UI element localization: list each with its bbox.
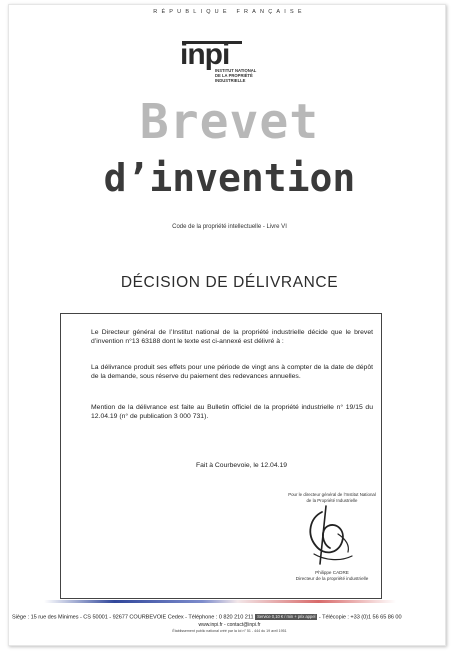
footer-address-right: - Télécopie : +33 (0)1 56 65 86 00 — [317, 614, 402, 621]
footer-website: www.inpi.fr - contact@inpi.fr — [198, 622, 261, 628]
decision-paragraph-3: Mention de la délivrance est faite au Bulletin officiel de la propriété industrielle n° 19/15 du 12.04.19 (n° de publication 3 000 731). — [91, 404, 373, 420]
logo-line-3: INDUSTRIELLE — [215, 78, 246, 83]
footer-address — [12, 614, 440, 620]
title-brevet: Brevet — [139, 94, 320, 150]
place-date: Fait à Courbevoie, le 12.04.19 — [196, 462, 288, 469]
decision-paragraph-1: Le Directeur général de l’Institut national de la propriété industrielle décide que le brevet d’invention n°13 63188 dont le texte est ci-annexé est délivré à : — [91, 329, 373, 345]
signatory-role-line-1: Pour le directeur général de l’Institut National — [288, 492, 376, 497]
handwritten-signature — [300, 504, 360, 570]
tricolor-divider — [44, 600, 396, 603]
logo-subtitle — [215, 68, 295, 83]
footer-address-left: Siège : 15 rue des Minimes - CS 50001 - 92677 COURBEVOIE Cedex - Téléphone : 0 820 210 211 — [12, 614, 254, 621]
signatory-role-line-2: de la Propriété Industrielle — [306, 498, 358, 503]
signatory-name: Philippe CADRE — [315, 570, 349, 575]
decision-heading: DÉCISION DE DÉLIVRANCE — [120, 274, 339, 291]
logo-mark: inpi — [180, 38, 230, 71]
decision-paragraph-2: La délivrance produit ses effets pour une période de vingt ans à compter de la date de dépôt de la demande, sous réserve du paiement des redevances annuelles. — [91, 364, 373, 380]
logo-line-1: INSTITUT NATIONAL — [215, 68, 257, 73]
signatory-role — [286, 492, 378, 504]
republique-francaise-header: RÉPUBLIQUE FRANÇAISE — [153, 9, 306, 15]
signatory-title: Directeur de la propriété industrielle — [295, 576, 369, 581]
logo-line-2: DE LA PROPRIÉTÉ — [215, 73, 253, 78]
inpi-logo — [180, 38, 300, 83]
signatory-name-block — [286, 570, 378, 582]
title-invention: d’invention — [103, 156, 356, 200]
footer-tariff-badge: Service 0,10 € / min + prix appel — [257, 614, 316, 619]
footer-legal: Établissement public national créé par la loi n° 51 - 444 du 19 avril 1951 — [172, 629, 287, 633]
code-reference: Code de la propriété intellectuelle - Livre VI — [172, 224, 287, 230]
